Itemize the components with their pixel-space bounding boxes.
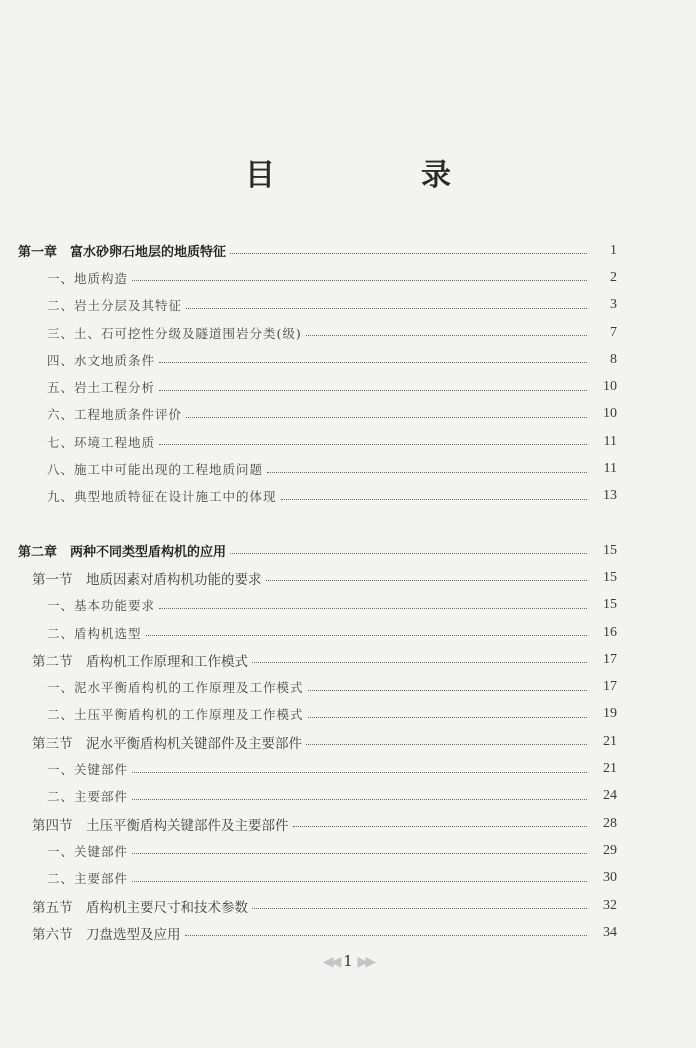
toc-item-entry[interactable] <box>0 837 696 864</box>
toc-entry-page: 7 <box>610 324 617 340</box>
toc-item-entry[interactable] <box>0 619 696 646</box>
toc-entry-page: 21 <box>603 761 617 777</box>
dot-leader <box>186 308 587 309</box>
toc-item-entry[interactable] <box>0 673 696 700</box>
toc-entry-page: 15 <box>603 597 617 613</box>
toc-item-entry[interactable] <box>0 319 696 346</box>
toc-section-entry[interactable] <box>0 810 696 837</box>
dot-leader <box>281 499 587 500</box>
toc-item-entry[interactable] <box>0 373 696 400</box>
dot-leader <box>308 690 587 691</box>
dot-leader <box>132 853 587 854</box>
toc-entry-label: 四、水文地质条件 <box>47 352 156 368</box>
toc-entry-label: 八、施工中可能出现的工程地质问题 <box>47 462 264 478</box>
toc-entry-label: 六、工程地质条件评价 <box>47 407 183 423</box>
toc-item-entry[interactable] <box>0 592 696 619</box>
toc-chapter-1 <box>0 237 696 510</box>
toc-entry-label: 五、岩土工程分析 <box>47 380 156 396</box>
dot-leader <box>266 580 588 581</box>
dot-leader <box>132 799 587 800</box>
dot-leader <box>230 253 587 254</box>
toc-entry-label: 七、环境工程地质 <box>47 434 156 450</box>
toc-entry-page: 28 <box>603 815 617 831</box>
toc-section-entry[interactable] <box>0 919 696 946</box>
dot-leader <box>159 608 587 609</box>
toc-entry-label: 九、典型地质特征在设计施工中的体现 <box>47 489 277 505</box>
toc-entry-label: 第六节 刀盘选型及应用 <box>32 926 181 943</box>
prev-arrow-icon: ◀◀ <box>322 954 339 970</box>
dot-leader <box>252 908 587 909</box>
toc-item-entry[interactable] <box>0 346 696 373</box>
dot-leader <box>293 826 588 827</box>
toc-entry-page: 3 <box>610 297 617 313</box>
toc-entry-page: 13 <box>603 488 617 504</box>
dot-leader <box>306 744 587 745</box>
toc-entry-page: 15 <box>603 569 617 585</box>
toc-entry-label: 第一章 富水砂卵石地层的地质特征 <box>18 245 227 261</box>
toc-entry-page: 16 <box>603 624 617 640</box>
toc-item-entry[interactable] <box>0 401 696 428</box>
dot-leader <box>159 362 587 363</box>
toc-entry-page: 29 <box>603 842 617 858</box>
toc-item-entry[interactable] <box>0 701 696 728</box>
toc-entry-page: 19 <box>603 706 617 722</box>
toc-entry-page: 15 <box>603 542 617 558</box>
page-footer <box>0 952 696 970</box>
page-number: 1 <box>343 952 353 970</box>
toc-section-entry[interactable] <box>0 892 696 919</box>
toc-entry-label: 二、岩土分层及其特征 <box>47 298 183 314</box>
toc-entry-page: 2 <box>610 269 617 285</box>
toc-entry-label: 第五节 盾构机主要尺寸和技术参数 <box>32 899 248 916</box>
toc-chapter-2 <box>0 537 696 946</box>
toc-section-entry[interactable] <box>0 728 696 755</box>
dot-leader <box>146 635 587 636</box>
toc-entry-label: 二、主要部件 <box>47 871 129 887</box>
toc-entry-label: 第四节 土压平衡盾构关键部件及主要部件 <box>32 817 289 834</box>
toc-entry-label: 二、盾构机选型 <box>47 625 142 641</box>
toc-entry-page: 17 <box>603 679 617 695</box>
toc-entry-page: 32 <box>603 897 617 913</box>
toc-item-entry[interactable] <box>0 755 696 782</box>
dot-leader <box>132 772 587 773</box>
toc-entry-page: 10 <box>603 379 617 395</box>
toc-entry-label: 第三节 泥水平衡盾构机关键部件及主要部件 <box>32 735 302 752</box>
toc-entry-page: 11 <box>603 461 617 477</box>
next-arrow-icon: ▶▶ <box>357 954 374 970</box>
dot-leader <box>308 717 587 718</box>
toc-entry-page: 8 <box>610 351 617 367</box>
toc-chapter-heading[interactable] <box>0 537 696 564</box>
toc-entry-page: 10 <box>603 406 617 422</box>
toc-item-entry[interactable] <box>0 292 696 319</box>
dot-leader <box>252 662 587 663</box>
toc-section-entry[interactable] <box>0 564 696 591</box>
toc-entry-page: 21 <box>603 733 617 749</box>
toc-item-entry[interactable] <box>0 428 696 455</box>
dot-leader <box>186 417 587 418</box>
toc-item-entry[interactable] <box>0 783 696 810</box>
dot-leader <box>159 444 587 445</box>
dot-leader <box>230 553 587 554</box>
toc-entry-label: 二、主要部件 <box>47 789 129 805</box>
toc-entry-label: 第一节 地质因素对盾构机功能的要求 <box>32 571 262 588</box>
page-title: 目 录 <box>245 158 509 193</box>
toc-entry-page: 34 <box>603 924 617 940</box>
toc-entry-page: 30 <box>603 870 617 886</box>
toc-entry-label: 一、地质构造 <box>47 270 129 286</box>
toc-entry-label: 一、关键部件 <box>47 762 129 778</box>
toc-entry-label: 一、关键部件 <box>47 843 129 859</box>
dot-leader <box>267 472 587 473</box>
toc-entry-label: 一、基本功能要求 <box>47 598 156 614</box>
toc-entry-label: 第二章 两种不同类型盾构机的应用 <box>18 545 227 561</box>
toc-section-entry[interactable] <box>0 646 696 673</box>
toc-entry-label: 第二节 盾构机工作原理和工作模式 <box>32 653 248 670</box>
toc-item-entry[interactable] <box>0 483 696 510</box>
toc-entry-page: 11 <box>603 433 617 449</box>
dot-leader <box>306 335 587 336</box>
toc-item-entry[interactable] <box>0 455 696 482</box>
dot-leader <box>132 280 587 281</box>
dot-leader <box>132 881 587 882</box>
toc-chapter-heading[interactable] <box>0 237 696 264</box>
toc-item-entry[interactable] <box>0 264 696 291</box>
toc-entry-label: 三、土、石可挖性分级及隧道围岩分类(级) <box>47 325 302 341</box>
toc-entry-label: 一、泥水平衡盾构机的工作原理及工作模式 <box>47 680 304 696</box>
toc-item-entry[interactable] <box>0 865 696 892</box>
dot-leader <box>159 390 587 391</box>
toc-entry-label: 二、土压平衡盾构机的工作原理及工作模式 <box>47 707 304 723</box>
toc-entry-page: 24 <box>603 788 617 804</box>
toc-entry-page: 17 <box>603 651 617 667</box>
toc-entry-page: 1 <box>610 242 617 258</box>
dot-leader <box>185 935 588 936</box>
